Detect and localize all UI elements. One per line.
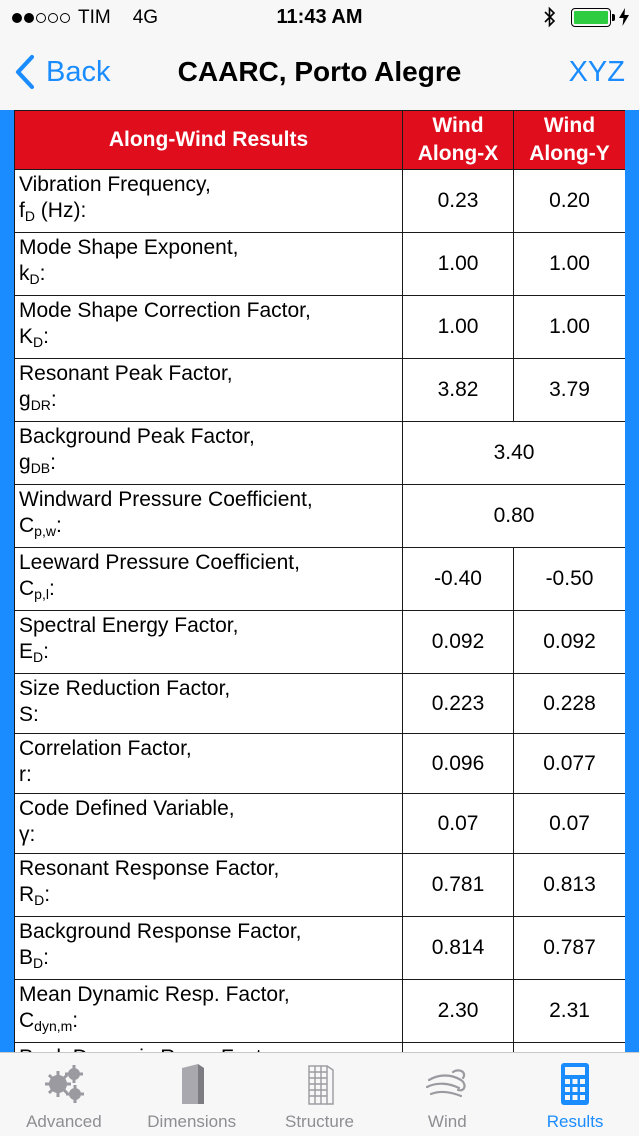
symbol-suffix: : xyxy=(33,703,39,726)
value-cell-x: 2.30 xyxy=(403,980,514,1043)
row-label xyxy=(15,296,403,359)
tab-structure[interactable] xyxy=(256,1053,384,1136)
battery-nub xyxy=(612,14,615,21)
symbol-letter: S xyxy=(19,703,34,726)
symbol-letter: C xyxy=(19,1009,35,1032)
value-cell-y: 0.077 xyxy=(514,734,626,794)
value-cell-y: -0.50 xyxy=(514,548,626,611)
building-icon xyxy=(168,1062,216,1106)
row-label-text: Mode Shape Correction Factor, xyxy=(19,299,311,322)
xyz-button[interactable]: XYZ xyxy=(568,56,625,88)
symbol-subscript: D xyxy=(29,271,40,287)
header-x-line2: Along-X xyxy=(417,142,499,165)
table-row xyxy=(15,233,626,296)
symbol-subscript: p,l xyxy=(34,586,49,602)
table-row xyxy=(15,674,626,734)
symbol-letter: k xyxy=(19,262,30,285)
table-header-row xyxy=(15,111,626,170)
table-row xyxy=(15,611,626,674)
value-cell-y: 0.228 xyxy=(514,674,626,734)
tab-structure-label: Structure xyxy=(285,1112,354,1131)
row-symbol xyxy=(19,945,398,976)
row-symbol xyxy=(19,198,398,229)
value-cell-y: 1.00 xyxy=(514,296,626,359)
tab-results-label: Results xyxy=(546,1112,604,1131)
row-symbol xyxy=(19,1008,398,1039)
tab-wind-label: Wind xyxy=(427,1112,467,1131)
row-label xyxy=(15,734,403,794)
table-row xyxy=(15,734,626,794)
tab-results[interactable] xyxy=(511,1053,639,1136)
symbol-subscript: D xyxy=(24,208,35,224)
row-label xyxy=(15,233,403,296)
value-cell-y: 0.20 xyxy=(514,170,626,233)
symbol-letter: E xyxy=(19,640,34,663)
carrier-name: TIM xyxy=(78,7,111,28)
row-label xyxy=(15,359,403,422)
table-row xyxy=(15,359,626,422)
row-label xyxy=(15,917,403,980)
value-cell-x: 0.781 xyxy=(403,854,514,917)
value-cell-merged: 0.80 xyxy=(403,485,626,548)
symbol-letter: C xyxy=(19,514,35,537)
results-body xyxy=(15,170,626,1106)
symbol-suffix: : xyxy=(43,946,49,969)
symbol-suffix: : xyxy=(26,763,32,786)
row-label xyxy=(15,485,403,548)
symbol-suffix: : xyxy=(43,325,49,348)
symbol-letter: g xyxy=(19,451,31,474)
value-cell-y: 0.07 xyxy=(514,794,626,854)
row-symbol xyxy=(19,822,398,848)
value-cell-x: 0.07 xyxy=(403,794,514,854)
value-cell-x: 0.092 xyxy=(403,611,514,674)
table-row xyxy=(15,485,626,548)
row-symbol xyxy=(19,702,398,728)
value-cell-y: 0.787 xyxy=(514,917,626,980)
symbol-suffix: : xyxy=(55,514,62,537)
results-header: Along-Wind Results xyxy=(15,111,403,170)
symbol-letter: f xyxy=(19,199,25,222)
row-label-text: Leeward Pressure Coefficient, xyxy=(19,551,300,574)
table-row xyxy=(15,422,626,485)
symbol-letter: C xyxy=(19,577,35,600)
page-title: CAARC, Porto Alegre xyxy=(177,56,462,87)
symbol-letter: γ xyxy=(19,823,30,846)
row-label xyxy=(15,548,403,611)
value-cell-y: 3.79 xyxy=(514,359,626,422)
row-symbol xyxy=(19,576,398,607)
row-label xyxy=(15,794,403,854)
wind-along-y-header xyxy=(514,111,626,170)
symbol-suffix: : xyxy=(50,451,56,474)
symbol-letter: B xyxy=(19,946,34,969)
tab-advanced-label: Advanced xyxy=(26,1112,102,1131)
row-symbol xyxy=(19,882,398,913)
row-label-text: Background Peak Factor, xyxy=(19,425,255,448)
value-cell-x: 0.223 xyxy=(403,674,514,734)
symbol-suffix: : xyxy=(29,823,36,846)
row-label-text: Resonant Peak Factor, xyxy=(19,362,233,385)
row-label-text: Resonant Response Factor, xyxy=(19,857,280,880)
row-label xyxy=(15,854,403,917)
tab-bar xyxy=(0,1052,639,1136)
header-y-line1: Wind xyxy=(543,114,596,137)
symbol-subscript: D xyxy=(34,892,45,908)
row-label-text: Correlation Factor, xyxy=(19,737,192,760)
wind-icon xyxy=(423,1062,471,1106)
row-symbol xyxy=(19,324,398,355)
header-y-line2: Along-Y xyxy=(529,142,610,165)
symbol-subscript: D xyxy=(33,334,44,350)
symbol-letter: g xyxy=(19,388,31,411)
row-label xyxy=(15,611,403,674)
results-scroll-area[interactable] xyxy=(0,110,639,1052)
value-cell-y: 0.813 xyxy=(514,854,626,917)
row-label-text: Mode Shape Exponent, xyxy=(19,236,239,259)
gears-icon xyxy=(40,1062,88,1106)
row-label-text: Code Defined Variable, xyxy=(19,797,235,820)
row-label-text: Size Reduction Factor, xyxy=(19,677,231,700)
status-bar xyxy=(0,0,639,36)
table-row xyxy=(15,794,626,854)
table-row xyxy=(15,296,626,359)
network-type: 4G xyxy=(132,7,159,28)
value-cell-x: 1.00 xyxy=(403,296,514,359)
battery-icon xyxy=(571,8,611,27)
symbol-suffix: : xyxy=(39,262,46,285)
row-label-text: Windward Pressure Coefficient, xyxy=(19,488,313,511)
tab-dimensions-label: Dimensions xyxy=(147,1112,237,1131)
value-cell-y: 2.31 xyxy=(514,980,626,1043)
symbol-letter: r xyxy=(19,763,26,786)
row-label-text: Vibration Frequency, xyxy=(19,173,211,196)
row-symbol xyxy=(19,387,398,418)
symbol-suffix: : xyxy=(72,1009,79,1032)
row-label xyxy=(15,980,403,1043)
symbol-suffix: : xyxy=(50,388,57,411)
row-label-text: Spectral Energy Factor, xyxy=(19,614,239,637)
back-button-label: Back xyxy=(46,55,111,88)
symbol-suffix: : xyxy=(43,640,49,663)
row-label xyxy=(15,422,403,485)
calculator-icon xyxy=(551,1062,599,1106)
table-row xyxy=(15,548,626,611)
tab-dimensions[interactable] xyxy=(128,1053,256,1136)
symbol-suffix: (Hz): xyxy=(34,199,87,222)
symbol-letter: R xyxy=(19,883,35,906)
value-cell-x: 1.00 xyxy=(403,233,514,296)
table-row xyxy=(15,980,626,1043)
value-cell-x: 0.23 xyxy=(403,170,514,233)
value-cell-merged: 3.40 xyxy=(403,422,626,485)
row-symbol xyxy=(19,639,398,670)
value-cell-x: 0.096 xyxy=(403,734,514,794)
row-symbol xyxy=(19,261,398,292)
row-label-text: Background Response Factor, xyxy=(19,920,302,943)
symbol-subscript: DR xyxy=(30,397,51,413)
value-cell-y: 1.00 xyxy=(514,233,626,296)
value-cell-x: 0.814 xyxy=(403,917,514,980)
table-row xyxy=(15,917,626,980)
table-row xyxy=(15,854,626,917)
value-cell-y: 0.092 xyxy=(514,611,626,674)
tab-wind[interactable] xyxy=(383,1053,511,1136)
symbol-suffix: : xyxy=(44,883,51,906)
symbol-subscript: D xyxy=(33,955,44,971)
symbol-letter: K xyxy=(19,325,34,348)
row-symbol xyxy=(19,762,398,788)
status-indicators xyxy=(543,6,629,28)
wind-along-x-header xyxy=(403,111,514,170)
symbol-subscript: dyn,m xyxy=(34,1018,73,1034)
navigation-bar xyxy=(0,36,639,110)
tab-advanced[interactable] xyxy=(0,1053,128,1136)
symbol-subscript: DB xyxy=(30,460,51,476)
row-symbol xyxy=(19,513,398,544)
symbol-subscript: p,w xyxy=(34,523,56,539)
header-x-line1: Wind xyxy=(432,114,484,137)
structure-icon xyxy=(295,1062,343,1106)
status-time: 11:43 AM xyxy=(276,6,363,28)
row-label xyxy=(15,170,403,233)
value-cell-x: -0.40 xyxy=(403,548,514,611)
along-wind-results-table xyxy=(14,110,626,1106)
row-label-text: Mean Dynamic Resp. Factor, xyxy=(19,983,290,1006)
symbol-suffix: : xyxy=(48,577,55,600)
bluetooth-icon xyxy=(543,6,557,28)
value-cell-x: 3.82 xyxy=(403,359,514,422)
row-symbol xyxy=(19,450,398,481)
row-label xyxy=(15,674,403,734)
charging-icon xyxy=(619,8,629,26)
symbol-subscript: D xyxy=(33,649,44,665)
table-row xyxy=(15,170,626,233)
